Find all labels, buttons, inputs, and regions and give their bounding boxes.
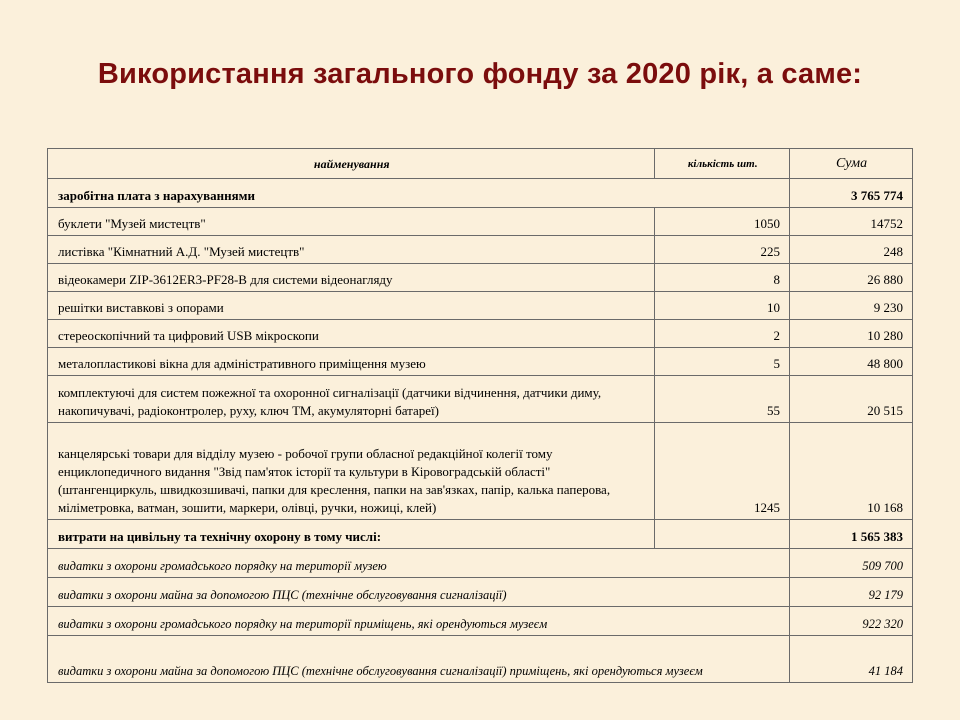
- row-name: решітки виставкові з опорами: [48, 292, 655, 320]
- row-quantity: 1245: [655, 423, 790, 520]
- table-row: [48, 348, 913, 376]
- row-sum: 41 184: [790, 636, 913, 683]
- row-name: відеокамери ZIP-3612ER3-PF28-B для системи відеонагляду: [48, 264, 655, 292]
- row-quantity: 5: [655, 348, 790, 376]
- row-sum: 10 168: [790, 423, 913, 520]
- table-row: [48, 549, 913, 578]
- row-name: буклети "Музей мистецтв": [48, 208, 655, 236]
- row-name: листівка "Кімнатний А.Д. "Музей мистецтв": [48, 236, 655, 264]
- row-quantity: 10: [655, 292, 790, 320]
- row-quantity: 225: [655, 236, 790, 264]
- row-name: заробітна плата з нарахуваннями: [48, 179, 790, 208]
- table-row: [48, 236, 913, 264]
- row-sum: 20 515: [790, 376, 913, 423]
- expenses-table: [47, 148, 913, 683]
- table-row: [48, 376, 913, 423]
- row-name: видатки з охорони громадського порядку на території музею: [48, 549, 790, 578]
- row-sum: 9 230: [790, 292, 913, 320]
- row-quantity: 2: [655, 320, 790, 348]
- table-row: [48, 607, 913, 636]
- table-row: [48, 208, 913, 236]
- header-quantity: кількість шт.: [655, 149, 790, 179]
- row-sum: 26 880: [790, 264, 913, 292]
- table-row: [48, 520, 913, 549]
- table-row: [48, 320, 913, 348]
- slide-title: Використання загального фонду за 2020 рік, а саме:: [97, 58, 863, 90]
- row-sum: 1 565 383: [790, 520, 913, 549]
- header-name: найменування: [48, 149, 655, 179]
- row-sum: 92 179: [790, 578, 913, 607]
- row-sum: 10 280: [790, 320, 913, 348]
- row-sum: 14752: [790, 208, 913, 236]
- table-row: [48, 264, 913, 292]
- row-name: комплектуючі для систем пожежної та охоронної сигналізації (датчики відчинення, датчики диму, накопичувачі, радіоконтролер, руху, ключ ТМ, акумуляторні батареї): [48, 376, 655, 423]
- row-quantity: [655, 520, 790, 549]
- row-quantity: 1050: [655, 208, 790, 236]
- row-name: металопластикові вікна для адміністративного приміщення музею: [48, 348, 655, 376]
- row-sum: 3 765 774: [790, 179, 913, 208]
- row-name: видатки з охорони майна за допомогою ПЦС (технічне обслуговування сигналізації): [48, 578, 790, 607]
- header-sum: Сума: [790, 149, 913, 179]
- table-header-row: [48, 149, 913, 179]
- table-row: [48, 423, 913, 520]
- row-quantity: 8: [655, 264, 790, 292]
- row-name: видатки з охорони громадського порядку на території приміщень, які орендуються музеєм: [48, 607, 790, 636]
- row-sum: 509 700: [790, 549, 913, 578]
- table-row: [48, 578, 913, 607]
- row-sum: 48 800: [790, 348, 913, 376]
- row-sum: 922 320: [790, 607, 913, 636]
- row-quantity: 55: [655, 376, 790, 423]
- table-row: [48, 292, 913, 320]
- row-name: канцелярські товари для відділу музею - робочої групи обласної редакційної колегії тому енциклопедичного видання "Звід пам'яток історії та культури в Кіровоградській області" (штангенциркуль, швидкозшивачі, папки для креслення, папки на зав'язках, папір, калька паперова, міліметровка, ватман, зошити, маркери, олівці, ручки, ножиці, клей): [48, 423, 655, 520]
- row-name: стереоскопічний та цифровий USB мікроскопи: [48, 320, 655, 348]
- row-sum: 248: [790, 236, 913, 264]
- row-name: витрати на цивільну та технічну охорону в тому числі:: [48, 520, 655, 549]
- row-name: видатки з охорони майна за допомогою ПЦС (технічне обслуговування сигналізації) приміщень, які орендуються музеєм: [48, 636, 790, 683]
- table-row: [48, 179, 913, 208]
- table-row: [48, 636, 913, 683]
